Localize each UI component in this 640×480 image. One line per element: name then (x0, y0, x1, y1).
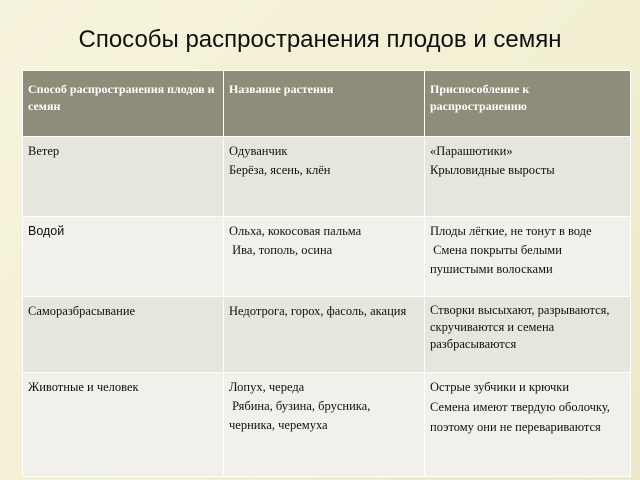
adaptation-line: Семена имеют твердую оболочку, поэтому они не перевариваются (430, 399, 610, 434)
plants-cell (224, 297, 425, 373)
seed-dispersal-table (22, 70, 631, 477)
adaptation-cell (425, 373, 631, 477)
adaptation-line: Плоды лёгкие, не тонут в воде (430, 224, 592, 238)
adaptation-line: Створки высыхают, разрываются, скручиваются и семена разбрасываются (430, 303, 610, 351)
header-adaptation: Приспособление к распространению (425, 71, 631, 137)
table-row (23, 297, 631, 373)
method-cell: Ветер (23, 137, 224, 217)
method-cell: Саморазбрасывание (23, 297, 224, 373)
adaptation-line: Смена покрыты белыми пушистыми волосками (430, 242, 566, 276)
adaptation-cell (425, 217, 631, 297)
plants-line: Ольха, кокосовая пальма (229, 224, 362, 238)
table-header-row (23, 71, 631, 137)
plants-line: Рябина, бузина, брусника, черника, черемуха (229, 398, 374, 432)
plants-cell (224, 373, 425, 477)
plants-line: Берёза, ясень, клён (229, 162, 331, 177)
plants-line: Недотрога, горох, фасоль, акация (229, 304, 407, 318)
table-row (23, 217, 631, 297)
plants-line: Лопух, череда (229, 380, 305, 394)
adaptation-line: Острые зубчики и крючки (430, 380, 570, 394)
header-method: Способ распространения плодов и семян (23, 71, 224, 137)
table-row (23, 137, 631, 217)
table-row (23, 373, 631, 477)
plants-cell (224, 137, 425, 217)
header-plant-name: Название растения (224, 71, 425, 137)
adaptation-cell (425, 137, 631, 217)
adaptation-line: Крыловидные выросты (430, 162, 555, 177)
plants-line: Ива, тополь, осина (229, 242, 333, 257)
method-cell: Водой (23, 217, 224, 297)
adaptation-cell (425, 297, 631, 373)
adaptation-line: «Парашютики» (430, 144, 513, 158)
plants-line: Одуванчик (229, 144, 288, 158)
plants-cell (224, 217, 425, 297)
page-title: Способы распространения плодов и семян (78, 26, 562, 53)
method-cell: Животные и человек (23, 373, 224, 477)
